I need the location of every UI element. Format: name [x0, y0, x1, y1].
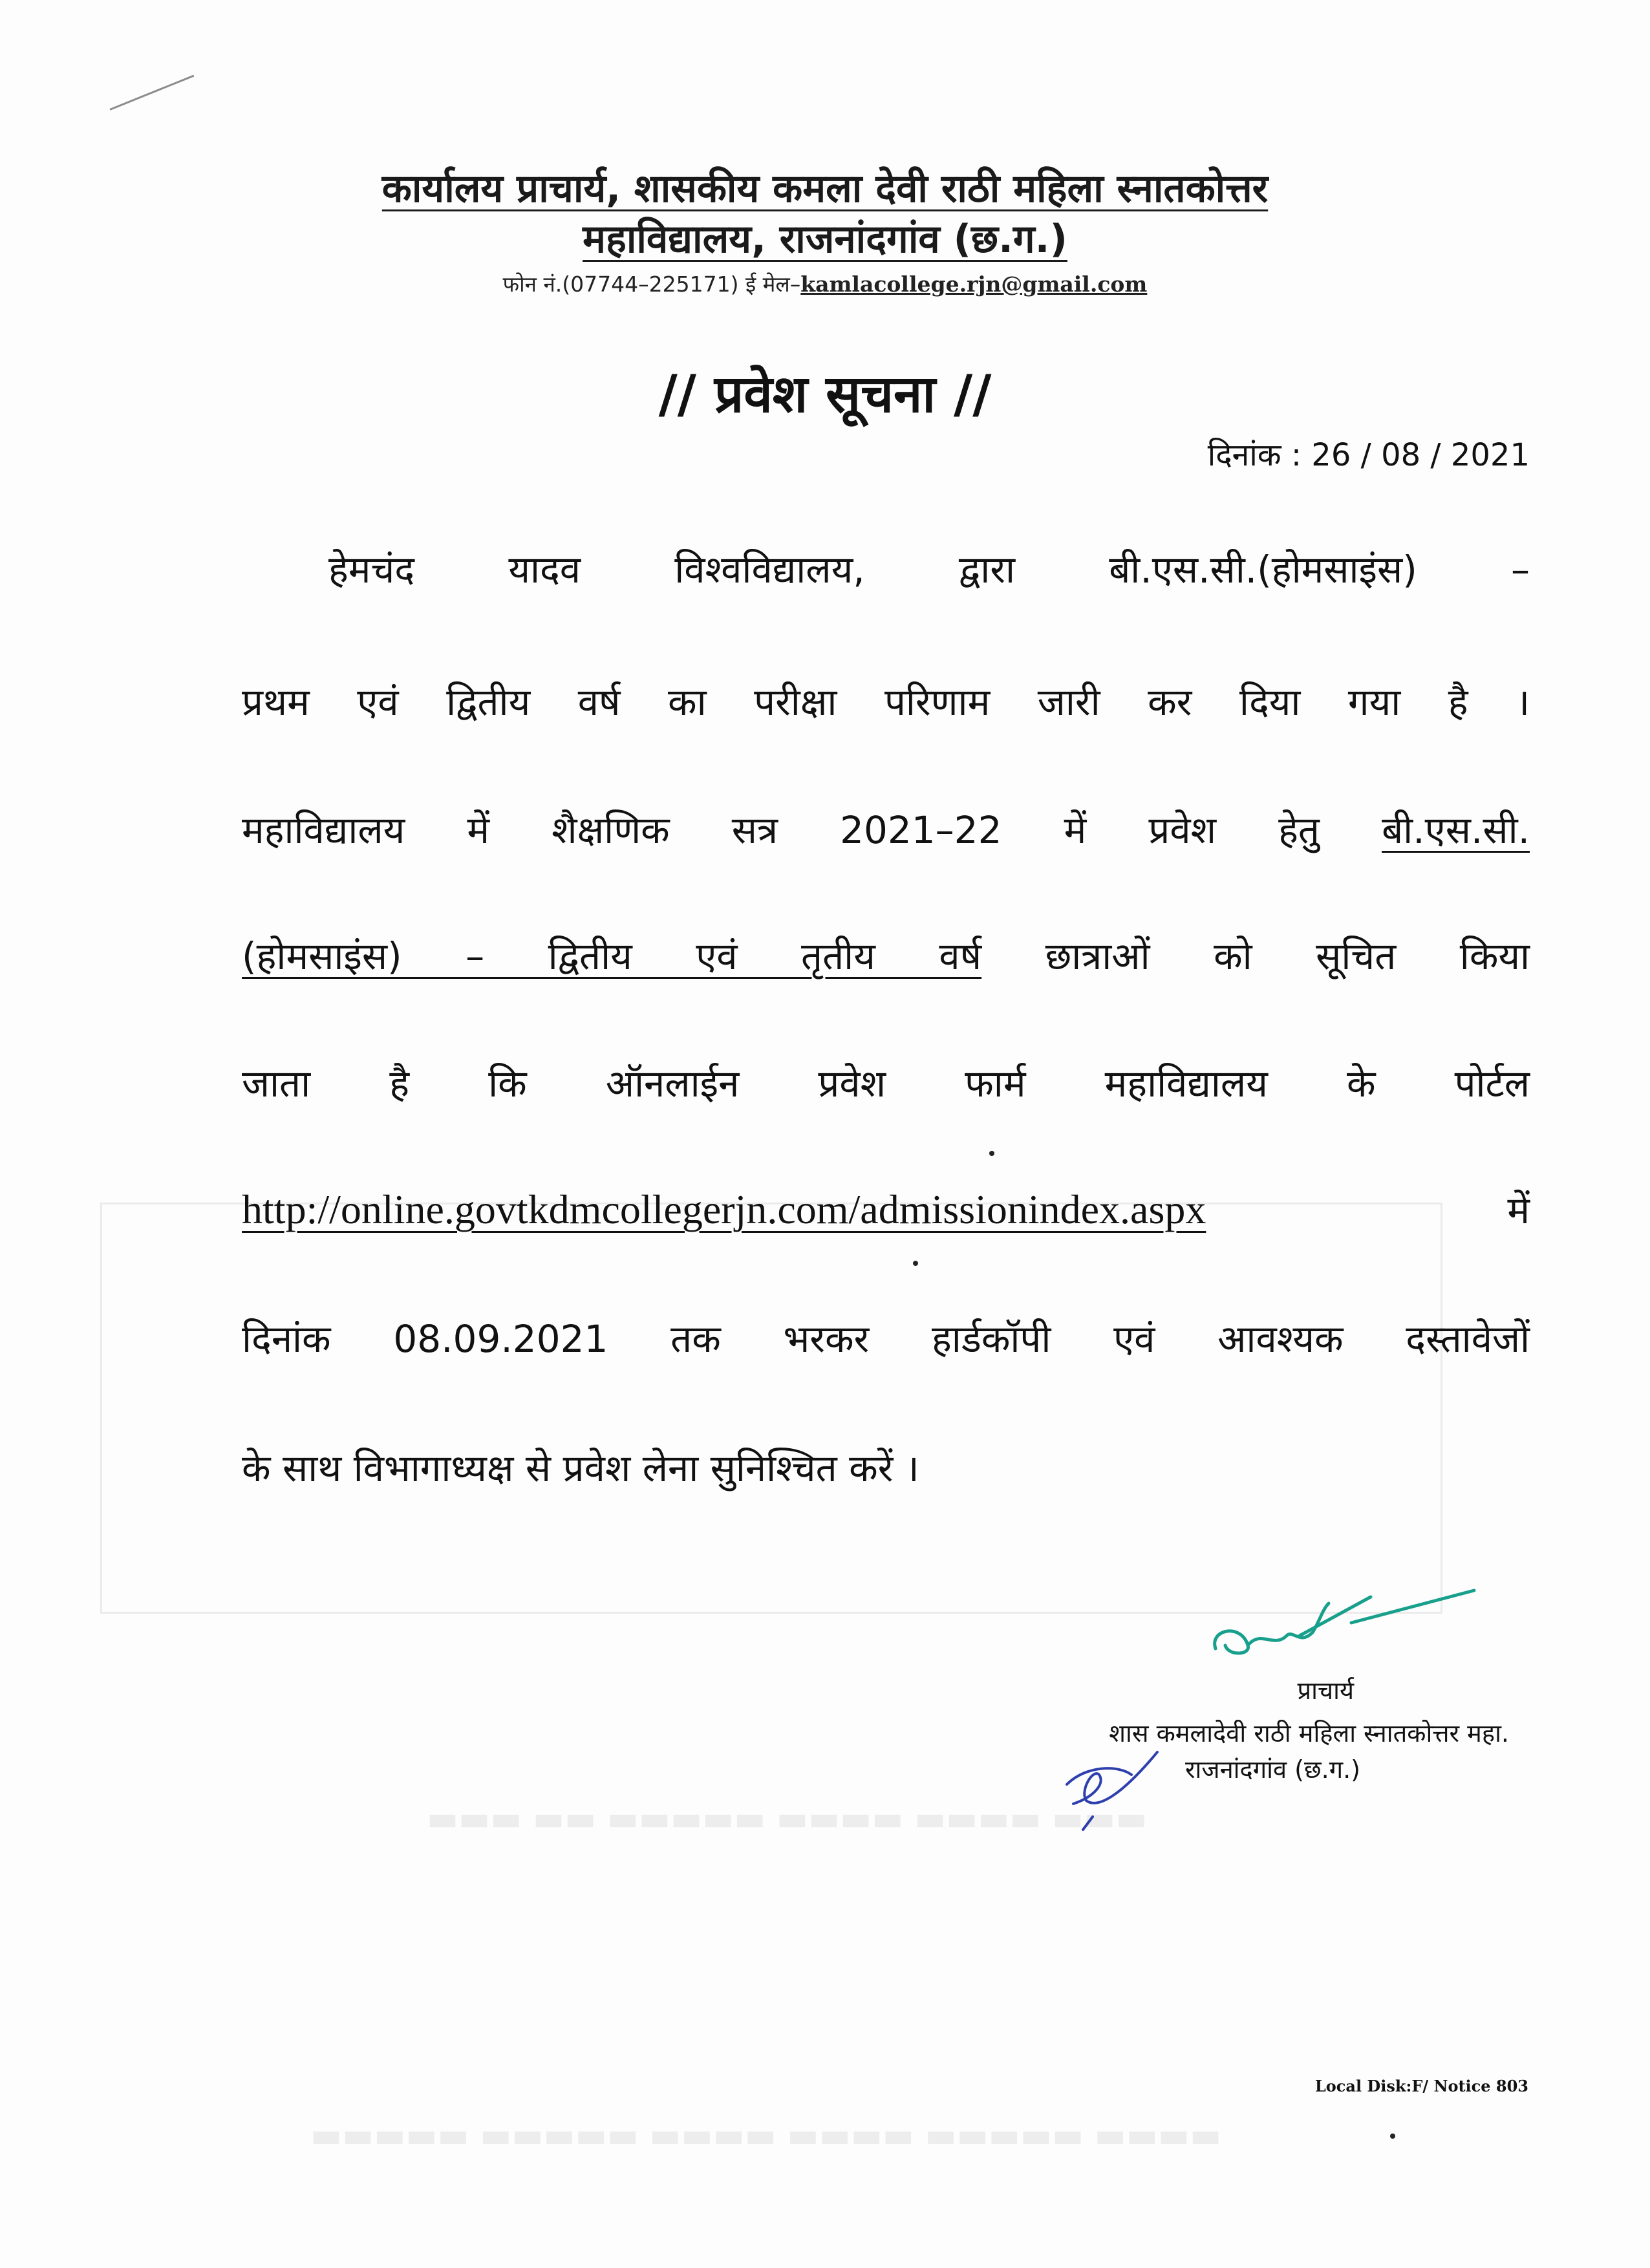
admission-portal-link[interactable]: http://online.govtkdmcollegerjn.com/admissionindex.aspx [242, 1186, 1206, 1232]
bleed-through-text: ▬▬▬▬ ▬▬▬▬▬ ▬▬▬▬ ▬▬▬▬ ▬▬▬▬▬ ▬▬▬▬▬ [310, 2121, 1222, 2159]
institution-place: राजनांदगांव (छ.ग.) [1185, 1755, 1360, 1784]
course-year-underlined: (होमसाइंस) – द्वितीय एवं तृतीय वर्ष [242, 934, 982, 978]
scan-speck [913, 1261, 918, 1266]
body-line-5: जाता है कि ऑनलाईन प्रवेश फार्म महाविद्यालय के पोर्टल [242, 1062, 1530, 1106]
notice-title: // प्रवेश सूचना // [658, 364, 992, 424]
scan-speck [989, 1151, 994, 1156]
principal-signature [1203, 1584, 1481, 1674]
scan-scratch-mark [109, 75, 194, 111]
contact-line [0, 269, 1650, 298]
scan-speck [1390, 2134, 1395, 2139]
office-heading-city: महाविद्यालय, राजनांदगांव (छ.ग.) [583, 217, 1067, 262]
body-line-4: (होमसाइंस) – द्वितीय एवं तृतीय वर्ष छात्राओं को सूचित किया [242, 934, 1530, 978]
institution-name: शास कमलादेवी राठी महिला स्नातकोत्तर महा. [1109, 1719, 1509, 1748]
body-line-7: दिनांक 08.09.2021 तक भरकर हार्डकॉपी एवं आवश्यक दस्तावेजों [242, 1317, 1530, 1361]
notice-date: दिनांक : 26 / 08 / 2021 [1207, 437, 1530, 473]
body-line-1: हेमचंद यादव विश्वविद्यालय, द्वारा बी.एस.सी.(होमसाइंस) – [328, 548, 1530, 592]
office-heading: कार्यालय प्राचार्य, शासकीय कमला देवी राठी महिला स्नातकोत्तर [381, 166, 1269, 211]
email-text: kamlacollege.rjn@gmail.com [800, 272, 1148, 297]
bleed-through-table [100, 1203, 1442, 1614]
principal-designation: प्राचार्य [1297, 1676, 1354, 1705]
body-line-8: के साथ विभागाध्यक्ष से प्रवेश लेना सुनिश्चित करें । [242, 1446, 919, 1490]
bleed-through-text: ▬▬▬ ▬▬▬▬ ▬▬▬▬ ▬▬▬▬▬ ▬▬ ▬▬▬ [427, 1804, 1148, 1843]
course-name-underlined: बी.एस.सी. [1382, 808, 1530, 852]
body-line-3: महाविद्यालय में शैक्षणिक सत्र 2021–22 में प्रवेश हेतु बी.एस.सी. [242, 808, 1530, 852]
file-reference: Local Disk:F/ Notice 803 [1314, 2077, 1528, 2095]
body-line-2: प्रथम एवं द्वितीय वर्ष का परीक्षा परिणाम जारी कर दिया गया है । [242, 680, 1530, 724]
phone-text: फोन नं.(07744–225171) ई मेल– [502, 272, 801, 297]
body-line-6: http://online.govtkdmcollegerjn.com/admissionindex.aspx में [242, 1186, 1530, 1232]
initials-mark [1047, 1739, 1164, 1836]
